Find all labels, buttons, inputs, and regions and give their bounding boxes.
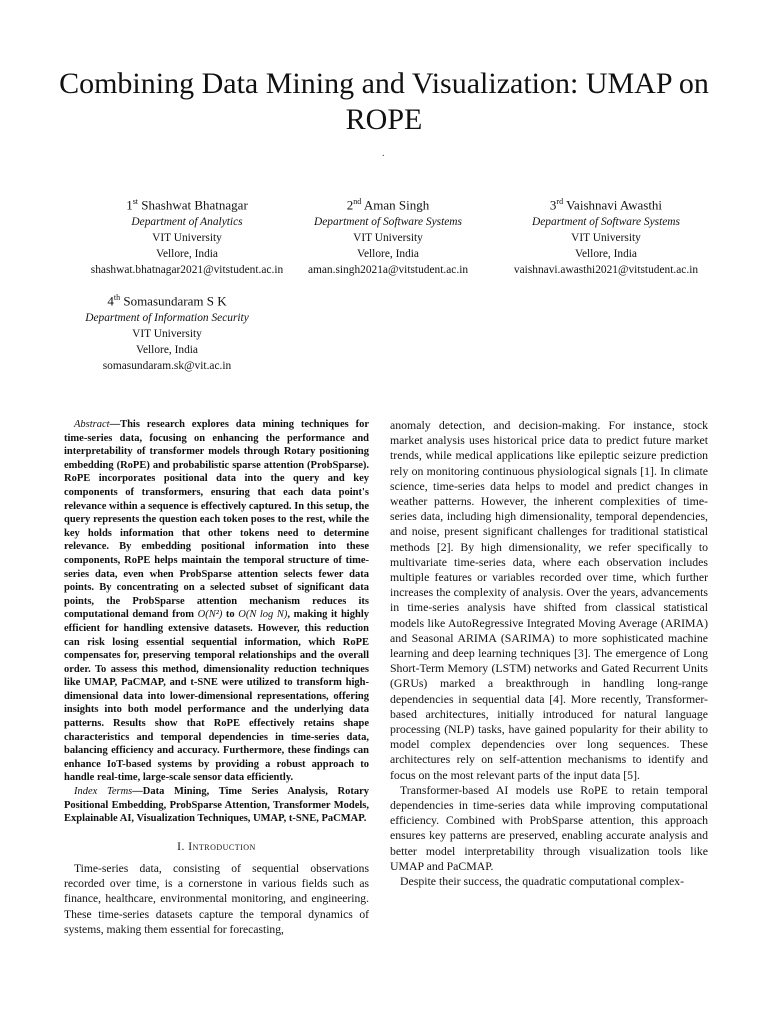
left-column — [64, 418, 369, 937]
author-name: 2nd Aman Singh — [346, 197, 430, 213]
author-department: Department of Information Security — [85, 312, 249, 325]
section-heading-introduction: I. Introduction — [177, 840, 256, 853]
author-email: aman.singh2021a@vitstudent.ac.in — [307, 264, 469, 277]
abstract: Abstract—This research explores data mining techniques for time-series data, focusing on enhancing the performance and interpretability of transformer models through Rotary positioning embedding (RoPE) and probabilistic sparse attention (ProbSparse). RoPE incorporates positional data into the query and key components of transformers, ensuring that each data point's relevance within a sequence is effectively captured. In this setup, the query represents the question each token poses to the rest, while the key holds information that other tokens need to determine relevance. By embedding positional information into these components, RoPE helps maintain the temporal structure of time-series data, even when ProbSparse attention selects fewer data points. By concentrating on a selected subset of significant data points, the ProbSparse attention mechanism reduces its computational demand from O(N²) to O(N log N), making it highly efficient for handling extensive datasets. However, this reduction can risk losing essential sequential information, which RoPE compensates for, preserving temporal relationships and the overall order. To assess this method, dimensionality reduction techniques like UMAP, PaCMAP, and t-SNE were utilized to transform high-dimensional data into lower-dimensional representations, offering insights into both model performance and the underlying data patterns. Results show that RoPE effectively retains shape characteristics and temporal dependencies in time-series data, balancing efficiency and accuracy. Furthermore, these findings can enhance IoT-based systems by providing a robust approach to handle real-time, large-scale sensor data efficiently. — [64, 419, 369, 784]
author-university: VIT University — [132, 328, 202, 341]
intro-paragraph-2: Transformer-based AI models use RoPE to retain temporal dependencies in time-series data while improving computational efficiency. Combined with ProbSparse attention, this approach ensures key patterns are preserved, enabling accurate analysis and better model interpretability through visualization tools like UMAP and PaCMAP. — [390, 782, 708, 873]
author-university: VIT University — [152, 232, 222, 245]
complexity-quadratic: O(N²) — [197, 609, 223, 621]
author-email: vaishnavi.awasthi2021@vitstudent.ac.in — [513, 264, 699, 277]
author-block-2 — [268, 193, 508, 278]
author-department: Department of Analytics — [131, 216, 243, 229]
author-university: VIT University — [353, 232, 423, 245]
index-terms: Index Terms—Data Mining, Time Series Analysis, Rotary Positional Embedding, ProbSparse Attention, Transformer Models, Explainable AI, Visualization Techniques, UMAP, t-SNE, PaCMAP. — [64, 786, 370, 825]
author-block-4 — [47, 289, 287, 374]
abstract-label: Abstract — [74, 419, 110, 430]
author-email: shashwat.bhatnagar2021@vitstudent.ac.in — [90, 264, 284, 277]
author-location: Vellore, India — [156, 248, 218, 261]
complexity-nlogn: O(N log N) — [238, 609, 288, 621]
index-terms-label: Index Terms — [74, 786, 133, 798]
author-block-3 — [486, 193, 726, 278]
author-location: Vellore, India — [136, 344, 198, 357]
author-university: VIT University — [571, 232, 641, 245]
author-department: Department of Software Systems — [314, 216, 462, 229]
intro-paragraph-1-start: Time-series data, consisting of sequential observations recorded over time, is a cornerstone in various fields such as finance, healthcare, environmental monitoring, and engineering. These time-series datasets capture the temporal dynamics of systems, making them essential for forecasting, — [64, 862, 369, 936]
author-department: Department of Software Systems — [532, 216, 680, 229]
author-location: Vellore, India — [575, 248, 637, 261]
author-name: 3rd Vaishnavi Awasthi — [549, 197, 663, 213]
intro-paragraph-1-cont: anomaly detection, and decision-making. For instance, stock market analysis uses historical price data to predict future market trends, while medical applications like epileptic seizure prediction rely on monitoring continuous physiological signals [1]. In climate science, time-series data helps to model and predict changes in weather patterns. However, the inherent complexities of time-series data, including high dimensionality, temporal dependencies, and noise, present significant challenges for traditional statistical methods [2]. By high dimensionality, we refer specifically to multivariate time-series data, where each observation includes multiple features or variables recorded over time, which further increases the complexity of analysis. Over the years, advancements in time-series analysis have shifted from classical statistical models like AutoRegressive Integrated Moving Average (ARIMA) and Seasonal ARIMA (SARIMA) to more sophisticated machine learning and deep learning techniques [3]. The emergence of Long Short-Term Memory (LSTM) networks and Gated Recurrent Units (GRUs) marked a breakthrough in handling long-range dependencies in sequential data [4]. More recently, Transformer-based architectures, initially introduced for natural language processing (NLP) tasks, have gained popularity for their ability to model complex dependencies over long sequences. These architectures rely on self-attention mechanisms to identify and focus on the most relevant parts of the input data [5]. — [390, 418, 708, 782]
title-dot: . — [382, 148, 385, 159]
right-column — [390, 418, 708, 889]
author-name: 1st Shashwat Bhatnagar — [126, 197, 248, 213]
intro-paragraph-3: Despite their success, the quadratic computational complex- — [400, 874, 685, 889]
paper-title: Combining Data Mining and Visualization: UMAP on ROPE — [59, 67, 709, 136]
author-email: somasundaram.sk@vit.ac.in — [102, 360, 232, 373]
author-location: Vellore, India — [357, 248, 419, 261]
author-name: 4th Somasundaram S K — [107, 293, 227, 309]
